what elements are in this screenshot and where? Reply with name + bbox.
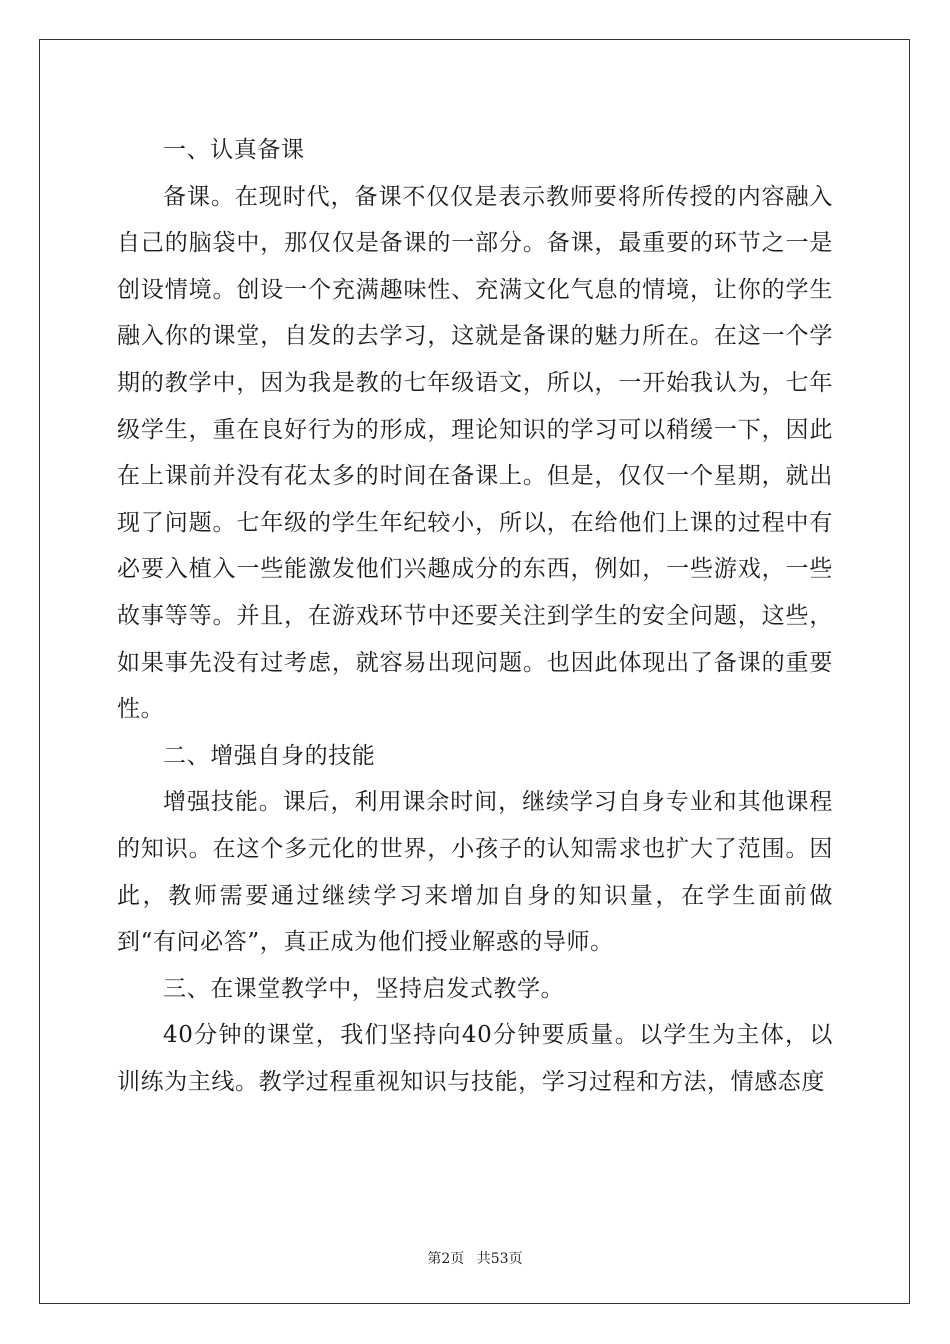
page-total: 共53页 (476, 1251, 523, 1267)
section-heading-3: 三、在课堂教学中，坚持启发式教学。 (163, 975, 565, 1002)
section-heading-2: 二、增强自身的技能 (163, 742, 376, 769)
body-paragraph-2: 增强技能。课后，利用课余时间，继续学习自身专业和其他课程的知识。在这个多元化的世界，小孩子的认知需求也扩大了范围。因此，教师需要通过继续学习来增加自身的知识量，在学生面前做到“有问必答”，真正成为他们授业解惑的导师。 (117, 789, 833, 956)
page-footer (0, 1248, 950, 1268)
body-paragraph-1: 备课。在现时代，备课不仅仅是表示教师要将所传授的内容融入自己的脑袋中，那仅仅是备课的一部分。备课，最重要的环节之一是创设情境。创设一个充满趣味性、充满文化气息的情境，让你的学生融入你的课堂，自发的去学习，这就是备课的魅力所在。在这一个学期的教学中，因为我是教的七年级语文，所以，一开始我认为，七年级学生，重在良好行为的形成，理论知识的学习可以稍缓一下，因此在上课前并没有花太多的时间在备课上。但是，仅仅一个星期，就出现了问题。七年级的学生年纪较小，所以，在给他们上课的过程中有必要入植入一些能激发他们兴趣成分的东西，例如，一些游戏，一些故事等等。并且，在游戏环节中还要关注到学生的安全问题，这些，如果事先没有过考虑，就容易出现问题。也因此体现出了备课的重要性。 (117, 183, 833, 723)
document-body (117, 127, 833, 1105)
section-heading-1: 一、认真备课 (163, 137, 305, 163)
page-number: 第2页 (427, 1251, 465, 1267)
body-paragraph-3: 40分钟的课堂，我们坚持向40分钟要质量。以学生为主体，以训练为主线。教学过程重视知识与技能，学习过程和方法，情感态度 (117, 1022, 833, 1095)
